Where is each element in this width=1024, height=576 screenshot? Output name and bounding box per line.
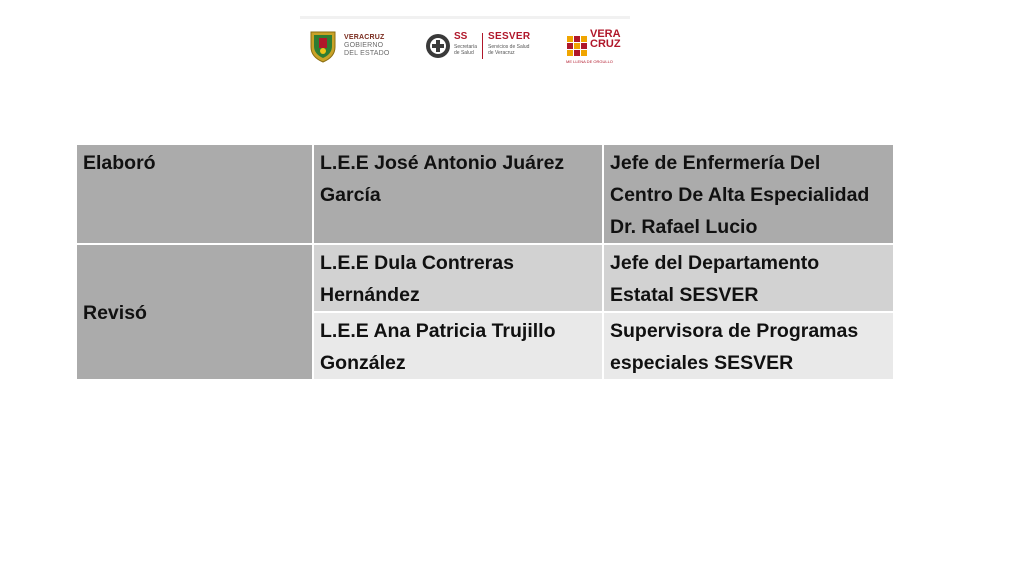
ss-subtitle: Secretaría de Salud: [454, 44, 478, 56]
gov-name-line3: DEL ESTADO: [344, 50, 390, 57]
veracruz-brand-logo: [566, 29, 626, 65]
gov-name-line1: VERACRUZ: [344, 34, 385, 41]
signature-table: [75, 143, 895, 381]
logo-banner: [300, 16, 630, 71]
gov-name-line2: GOBIERNO: [344, 42, 384, 49]
table-row: [76, 144, 894, 244]
gov-veracruz-logo: [308, 29, 418, 65]
position-cell: Supervisora de Programas especiales SESVER: [603, 312, 894, 380]
ss-title: SS: [454, 31, 468, 42]
table-row: [76, 244, 894, 312]
veracruz-wordmark: VERA CRUZ: [590, 28, 621, 50]
gov-logo-text: [344, 34, 390, 58]
role-cell: Elaboró: [76, 144, 313, 244]
name-cell: L.E.E Dula Contreras Hernández: [313, 244, 603, 312]
role-cell: Revisó: [76, 244, 313, 380]
health-logo: [424, 29, 544, 65]
veracruz-tagline: ME LLENA DE ORGULLO: [566, 59, 613, 64]
sesver-subtitle: Servicios de Salud de Veracruz: [488, 44, 530, 56]
name-cell: L.E.E Ana Patricia Trujillo González: [313, 312, 603, 380]
health-emblem-icon: [424, 31, 452, 61]
veracruz-mark-icon: [566, 35, 588, 57]
position-cell: Jefe de Enfermería Del Centro De Alta Especialidad Dr. Rafael Lucio: [603, 144, 894, 244]
position-cell: Jefe del Departamento Estatal SESVER: [603, 244, 894, 312]
name-cell: L.E.E José Antonio Juárez García: [313, 144, 603, 244]
sesver-title: SESVER: [488, 31, 531, 42]
state-coat-of-arms-icon: [308, 29, 338, 63]
logo-divider: [482, 33, 483, 59]
